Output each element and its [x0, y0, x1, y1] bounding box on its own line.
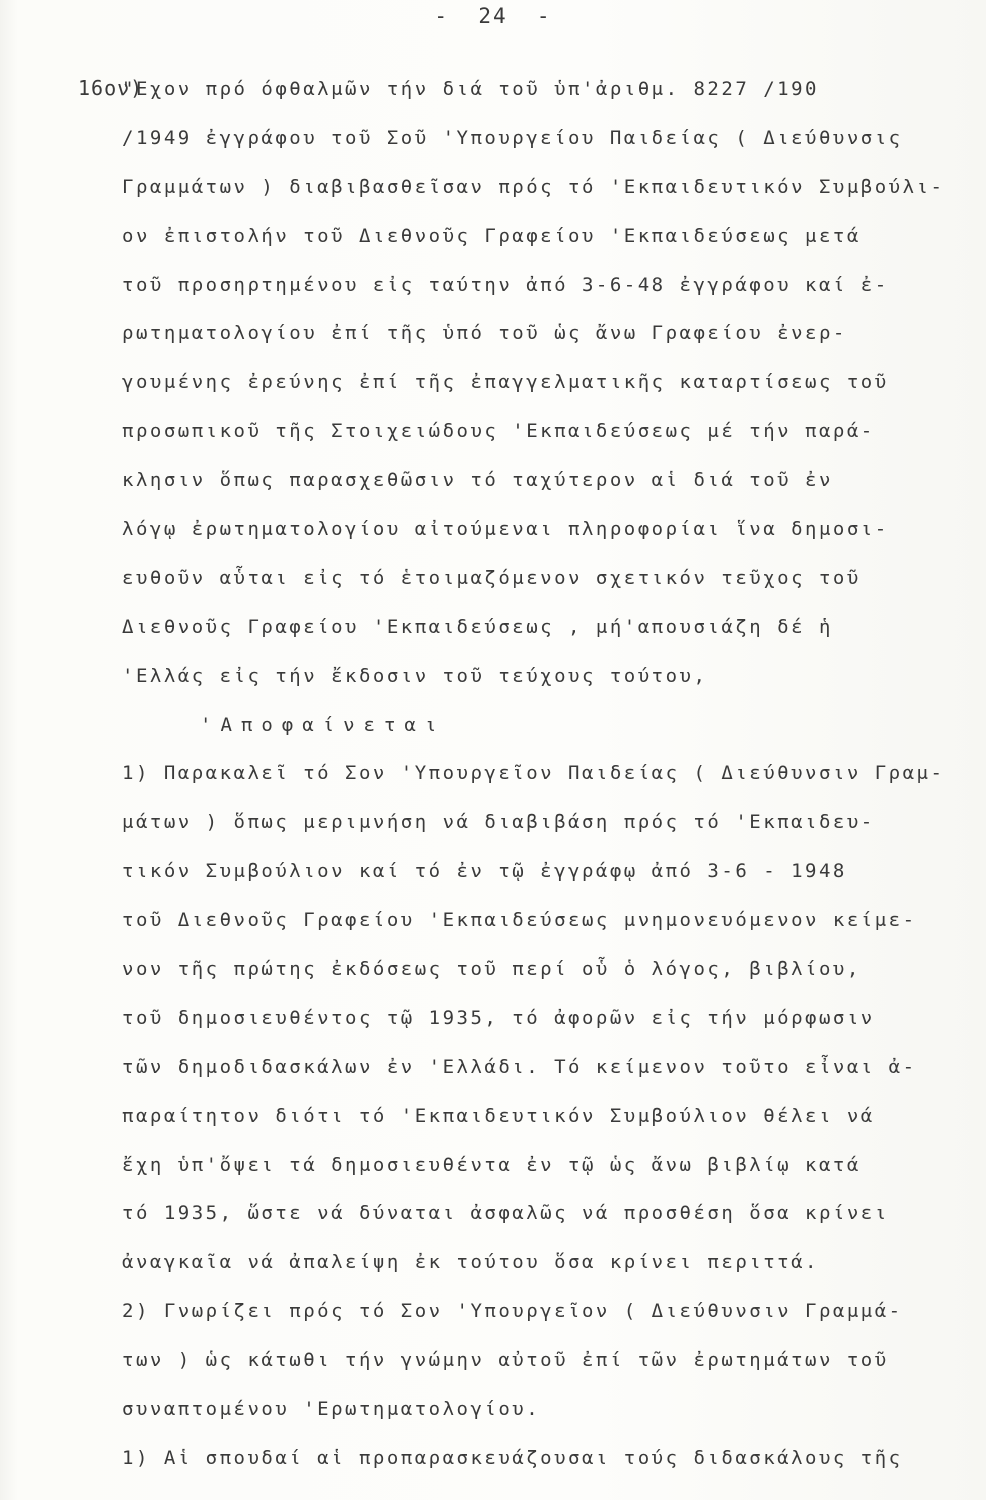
text-line: τικόν Συμβούλιον καί τό ἐν τῷ ἐγγράφῳ ἀπό 3-6 - 1948 [122, 860, 847, 883]
text-line: τοῦ δημοσιευθέντος τῷ 1935, τό ἀφορῶν εἰς τήν μόρφωσιν [122, 1006, 875, 1029]
text-line: προσωπικοῦ τῆς Στοιχειώδους 'Εκπαιδεύσεως μέ τήν παρά- [122, 420, 875, 443]
text-line: Διεθνοῦς Γραφείου 'Εκπαιδεύσεως , μή'απουσιάζη δέ ἡ [122, 615, 833, 638]
text-line: ον ἐπιστολήν τοῦ Διεθνοῦς Γραφείου 'Εκπαιδεύσεως μετά [122, 224, 861, 247]
text-line: 1) Παρακαλεῖ τό Σον 'Υπουργεῖον Παιδείας ( Διεύθυνσιν Γραμ- [122, 762, 945, 785]
text-line: ἀναγκαῖα νά ἀπαλείψη ἐκ τούτου ὅσα κρίνει περιττά. [122, 1251, 819, 1274]
text-line: τοῦ προσηρτημένου εἰς ταύτην ἀπό 3-6-48 ἐγγράφου καί ἐ- [122, 273, 889, 296]
page-number: - 24 - [434, 4, 552, 28]
text-line: Γραμμάτων ) διαβιβασθεῖσαν πρός τό 'Εκπαιδευτικόν Συμβούλι- [122, 175, 945, 198]
text-line: των ) ὡς κάτωθι τήν γνώμην αὐτοῦ ἐπί τῶν ἐρωτημάτων τοῦ [122, 1349, 889, 1372]
section-label: 16ον) [78, 76, 144, 100]
text-line: κλησιν ὅπως παρασχεθῶσιν τό ταχύτερον αἱ διά τοῦ ἐν [122, 469, 833, 492]
text-line: τό 1935, ὥστε νά δύναται ἀσφαλῶς νά προσθέση ὅσα κρίνει [122, 1202, 889, 1225]
text-line: 1) Αἱ σπουδαί αἱ προπαρασκευάζουσαι τούς διδασκάλους τῆς [122, 1446, 903, 1469]
text-line: ευθοῦν αὗται εἰς τό ἑτοιμαζόμενον σχετικόν τεῦχος τοῦ [122, 566, 861, 589]
decision-heading: 'Αποφαίνεται [200, 713, 446, 736]
text-line: 'Ελλάς εἰς τήν ἔκδοσιν τοῦ τεύχους τούτου, [122, 664, 708, 687]
text-line: μάτων ) ὅπως μεριμνήση νά διαβιβάση πρός τό 'Εκπαιδευ- [122, 811, 875, 834]
text-line: "Εχον πρό όφθαλμῶν τήν διά τοῦ ὑπ'ἀριθμ. 8227 /190 [122, 78, 819, 100]
text-line: 2) Γνωρίζει πρός τό Σον 'Υπουργεῖον ( Διεύθυνσιν Γραμμά- [122, 1300, 903, 1323]
text-line: γουμένης ἐρεύνης ἐπί τῆς ἐπαγγελματικῆς καταρτίσεως τοῦ [122, 371, 889, 394]
text-line: λόγῳ ἐρωτηματολογίου αἰτούμεναι πληροφορίαι ἵνα δημοσι- [122, 518, 889, 541]
text-line: τοῦ Διεθνοῦς Γραφείου 'Εκπαιδεύσεως μνημονευόμενον κείμε- [122, 909, 917, 932]
typed-text-body [122, 74, 962, 1492]
text-line: νον τῆς πρώτης ἐκδόσεως τοῦ περί οὗ ὁ λόγος, βιβλίου, [122, 958, 861, 981]
text-line: συναπτομένου 'Ερωτηματολογίου. [122, 1398, 541, 1421]
text-line: ἔχη ὑπ'ὄψει τά δημοσιευθέντα ἐν τῷ ὡς ἄνω βιβλίῳ κατά [122, 1153, 861, 1176]
text-line: τῶν δημοδιδασκάλων ἐν 'Ελλάδι. Τό κείμενον τοῦτο εἶναι ἀ- [122, 1055, 917, 1078]
text-line: παραίτητον διότι τό 'Εκπαιδευτικόν Συμβούλιον θέλει νά [122, 1104, 875, 1127]
text-line: /1949 ἐγγράφου τοῦ Σοῦ 'Υπουργείου Παιδείας ( Διεύθυνσις [122, 126, 903, 149]
text-line: ρωτηματολογίου ἐπί τῆς ὑπό τοῦ ὡς ἄνω Γραφείου ἐνερ- [122, 322, 847, 345]
